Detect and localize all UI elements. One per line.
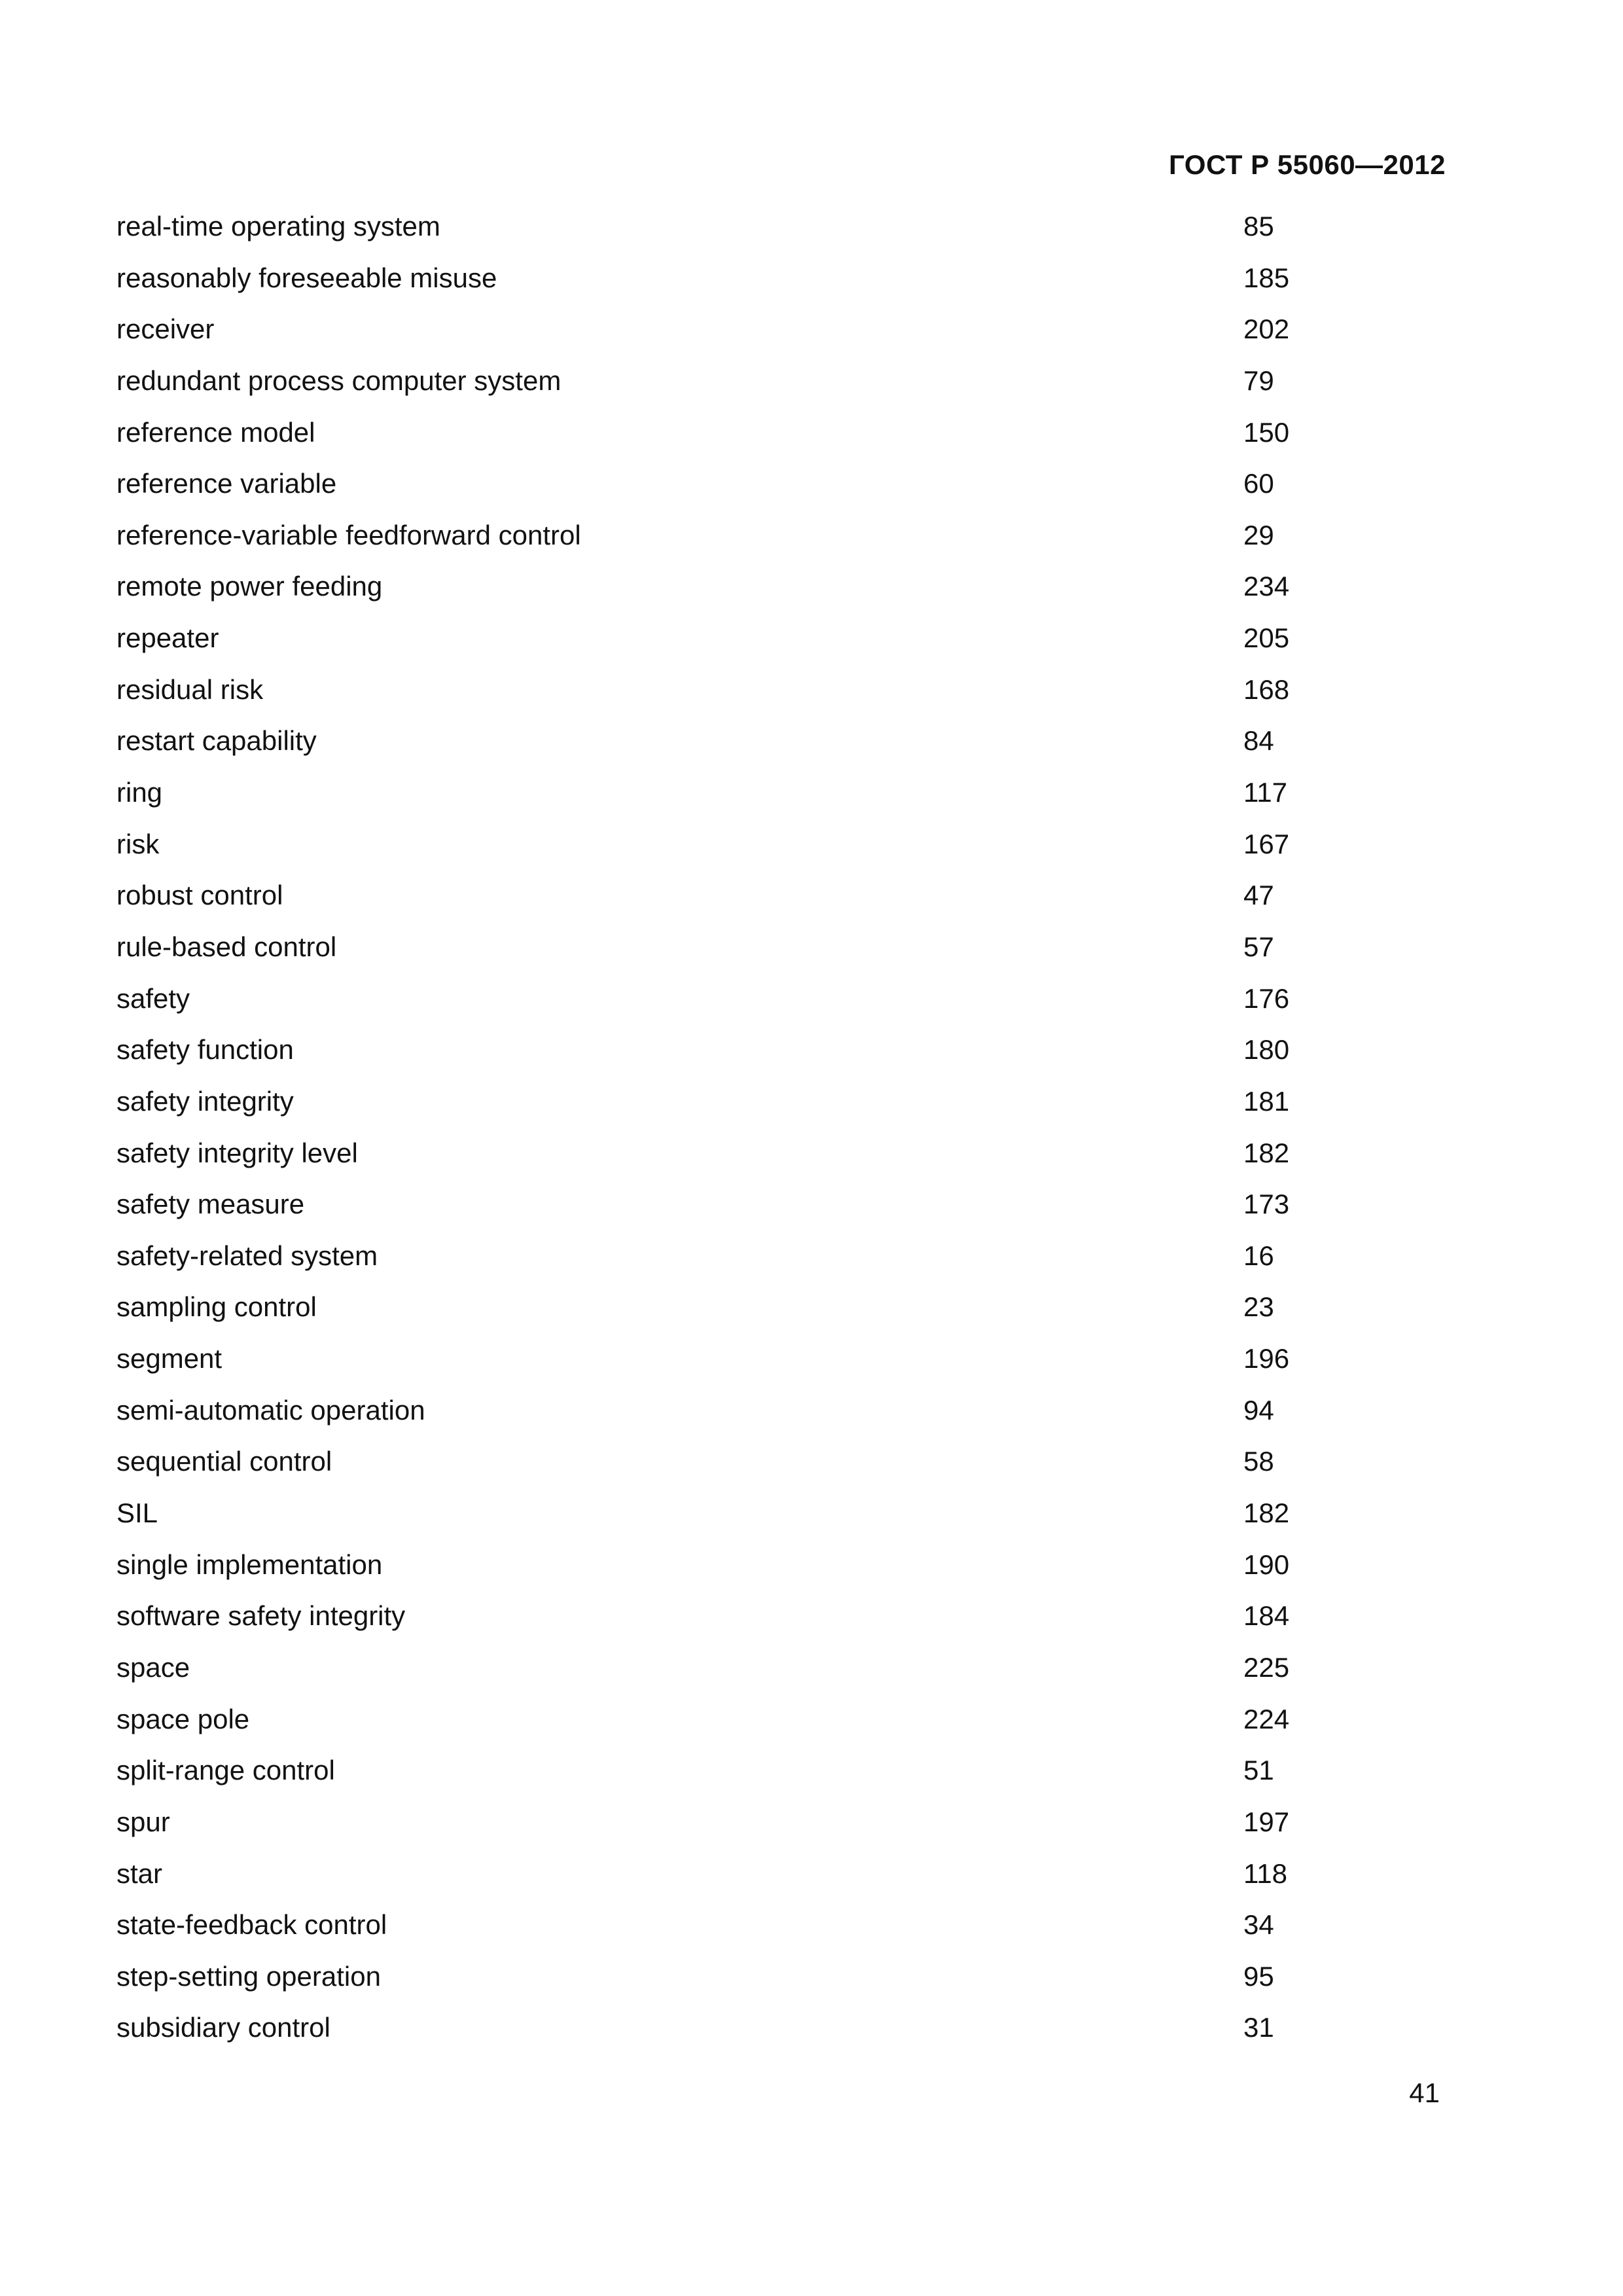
index-row xyxy=(116,1854,1445,1906)
index-term-number: 196 xyxy=(1243,1343,1290,1374)
index-term-number: 85 xyxy=(1243,211,1274,242)
index-term-number: 224 xyxy=(1243,1703,1290,1734)
index-term-number: 29 xyxy=(1243,519,1274,550)
index-term-number: 58 xyxy=(1243,1446,1274,1477)
index-term: sequential control xyxy=(116,1446,332,1477)
index-term-number: 118 xyxy=(1243,1857,1287,1889)
index-term: safety measure xyxy=(116,1189,305,1220)
index-term-number: 95 xyxy=(1243,1960,1274,1992)
index-row xyxy=(116,1545,1445,1597)
index-row xyxy=(116,1494,1445,1545)
index-row xyxy=(116,825,1445,876)
index-row xyxy=(116,1700,1445,1751)
index-term: state-feedback control xyxy=(116,1909,387,1941)
index-term: safety integrity xyxy=(116,1085,294,1117)
index-row xyxy=(116,207,1445,259)
index-term-number: 190 xyxy=(1243,1549,1290,1580)
index-row xyxy=(116,2008,1445,2060)
index-term: software safety integrity xyxy=(116,1600,406,1632)
document-standard-id: ГОСТ Р 55060—2012 xyxy=(1169,149,1446,180)
index-term: safety xyxy=(116,982,190,1014)
index-row xyxy=(116,876,1445,927)
index-term: subsidiary control xyxy=(116,2012,330,2043)
index-term: receiver xyxy=(116,314,215,345)
index-term: split-range control xyxy=(116,1755,335,1786)
index-term-number: 185 xyxy=(1243,262,1290,293)
index-row xyxy=(116,1082,1445,1134)
index-term: segment xyxy=(116,1343,223,1374)
index-term: redundant process computer system xyxy=(116,365,562,396)
index-row xyxy=(116,1957,1445,2009)
index-term-number: 181 xyxy=(1243,1085,1290,1117)
index-row xyxy=(116,1905,1445,1957)
index-term-number: 16 xyxy=(1243,1240,1274,1271)
index-row xyxy=(116,1803,1445,1854)
index-term-number: 47 xyxy=(1243,880,1274,911)
index-row xyxy=(116,1648,1445,1700)
index-term-number: 176 xyxy=(1243,982,1290,1014)
index-term-number: 57 xyxy=(1243,931,1274,962)
index-term-number: 184 xyxy=(1243,1600,1290,1632)
index-term: real-time operating system xyxy=(116,211,440,242)
index-row xyxy=(116,1596,1445,1648)
index-term: reference variable xyxy=(116,468,337,499)
index-term: remote power feeding xyxy=(116,571,383,602)
page-number: 41 xyxy=(1409,2077,1440,2108)
index-row xyxy=(116,567,1445,619)
index-row xyxy=(116,1287,1445,1339)
index-term: safety function xyxy=(116,1034,294,1066)
index-term-number: 51 xyxy=(1243,1755,1274,1786)
index-term: reference-variable feedforward control xyxy=(116,519,581,550)
index-row xyxy=(116,259,1445,310)
index-term-number: 197 xyxy=(1243,1806,1290,1837)
index-term: robust control xyxy=(116,880,283,911)
index-term-number: 94 xyxy=(1243,1394,1274,1426)
index-row xyxy=(116,516,1445,567)
index-term: reference model xyxy=(116,416,315,448)
index-term: residual risk xyxy=(116,673,264,705)
index-term: single implementation xyxy=(116,1549,383,1580)
index-term-number: 23 xyxy=(1243,1291,1274,1323)
index-term-number: 31 xyxy=(1243,2012,1274,2043)
index-term-number: 79 xyxy=(1243,365,1274,396)
index-term: safety-related system xyxy=(116,1240,378,1271)
index-term-number: 202 xyxy=(1243,314,1290,345)
index-row xyxy=(116,927,1445,979)
index-row xyxy=(116,1185,1445,1236)
index-row xyxy=(116,1751,1445,1803)
index-term-number: 84 xyxy=(1243,725,1274,757)
index-term: reasonably foreseeable misuse xyxy=(116,262,497,293)
index-term: star xyxy=(116,1857,163,1889)
index-term: SIL xyxy=(116,1498,158,1529)
index-term: semi-automatic operation xyxy=(116,1394,425,1426)
index-term: rule-based control xyxy=(116,931,337,962)
index-row xyxy=(116,1442,1445,1494)
index-term-number: 60 xyxy=(1243,468,1274,499)
index-row xyxy=(116,979,1445,1031)
index-row xyxy=(116,361,1445,413)
index-row xyxy=(116,1339,1445,1391)
index-term-number: 234 xyxy=(1243,571,1290,602)
index-term-number: 34 xyxy=(1243,1909,1274,1941)
index-term: risk xyxy=(116,828,160,859)
index-term: step-setting operation xyxy=(116,1960,381,1992)
index-term: restart capability xyxy=(116,725,317,757)
index-term-number: 168 xyxy=(1243,673,1290,705)
index-term-number: 182 xyxy=(1243,1498,1290,1529)
index-term: repeater xyxy=(116,622,219,654)
index-row xyxy=(116,1134,1445,1185)
index-term: sampling control xyxy=(116,1291,317,1323)
index-term: space pole xyxy=(116,1703,250,1734)
index-row xyxy=(116,773,1445,825)
index-row xyxy=(116,464,1445,516)
index-term-number: 225 xyxy=(1243,1651,1290,1683)
index-term-number: 117 xyxy=(1243,777,1287,808)
index-term-number: 167 xyxy=(1243,828,1290,859)
term-index-list xyxy=(116,207,1445,2060)
index-term-number: 182 xyxy=(1243,1137,1290,1168)
index-term-number: 173 xyxy=(1243,1189,1290,1220)
index-term-number: 205 xyxy=(1243,622,1290,654)
index-term-number: 180 xyxy=(1243,1034,1290,1066)
index-row xyxy=(116,1391,1445,1443)
index-term: spur xyxy=(116,1806,170,1837)
index-term: safety integrity level xyxy=(116,1137,358,1168)
index-row xyxy=(116,413,1445,465)
index-term: ring xyxy=(116,777,163,808)
index-row xyxy=(116,721,1445,773)
index-row xyxy=(116,619,1445,670)
index-row xyxy=(116,1236,1445,1288)
index-row xyxy=(116,310,1445,361)
index-term-number: 150 xyxy=(1243,416,1290,448)
index-term: space xyxy=(116,1651,190,1683)
index-row xyxy=(116,670,1445,722)
index-row xyxy=(116,1030,1445,1082)
